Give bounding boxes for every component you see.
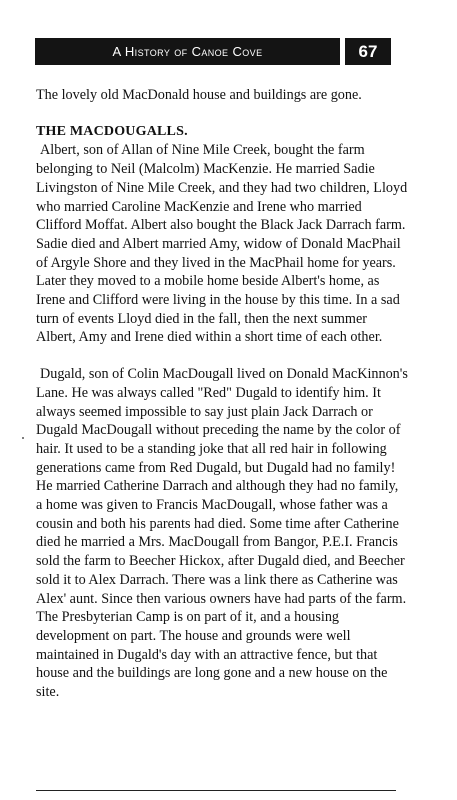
albert-paragraph bbox=[36, 141, 408, 347]
dugald-paragraph bbox=[36, 365, 408, 702]
page-body bbox=[36, 86, 408, 702]
running-header bbox=[35, 38, 391, 65]
page-number: 67 bbox=[345, 38, 391, 65]
albert-paragraph-text: Albert, son of Allan of Nine Mile Creek, bought the farm belonging to Neil (Malcolm) MacKenzie. He married Sadie Livingston of Nine Mile Creek, and they had two children, Lloyd who married Caroline MacKenzie and Irene who married Clifford Moffat. Albert also bought the Black Jack Darrach farm. Sadie died and Albert married Amy, widow of Donald MacPhail of Argyle Shore and they lived in the MacPhail home for years. Later they moved to a mobile home beside Albert's home, as Irene and Clifford were living in the house by this time. In a sad turn of events Lloyd died in the fall, then the next summer Albert, Amy and Irene died within a short time of each other. bbox=[36, 142, 408, 346]
intro-paragraph: The lovely old MacDonald house and buildings are gone. bbox=[36, 87, 362, 103]
running-title: A History of Canoe Cove bbox=[35, 38, 340, 65]
margin-mark bbox=[22, 437, 24, 439]
section-heading: THE MACDOUGALLS. bbox=[36, 123, 188, 139]
dugald-paragraph-text: Dugald, son of Colin MacDougall lived on Donald MacKinnon's Lane. He was always called "Red" Dugald to identify him. It always seemed impossible to say just plain Jack Darrach or Dugald MacDougall without preceding the name by the color of hair. It used to be a standing joke that all red hair in following generations came from Red Dugald, but Dugald had no family! He married Catherine Darrach and although they had no family, a home was given to Francis MacDougall, whose father was a cousin and both his parents had died. Some time after Catherine died he married a Mrs. MacDougall from Bangor, P.E.I. Francis sold the farm to Beecher Hickox, after Dugald died, and Beecher sold it to Alex Darrach. There was a link there as Catherine was Alex' aunt. Since then various owners have had parts of the farm. The Presbyterian Camp is on part of it, and a housing development on part. The house and grounds were well maintained in Dugald's day with an attractive fence, but that house and the buildings are long gone and a new house on the site. bbox=[36, 366, 408, 701]
bottom-rule bbox=[36, 790, 396, 791]
